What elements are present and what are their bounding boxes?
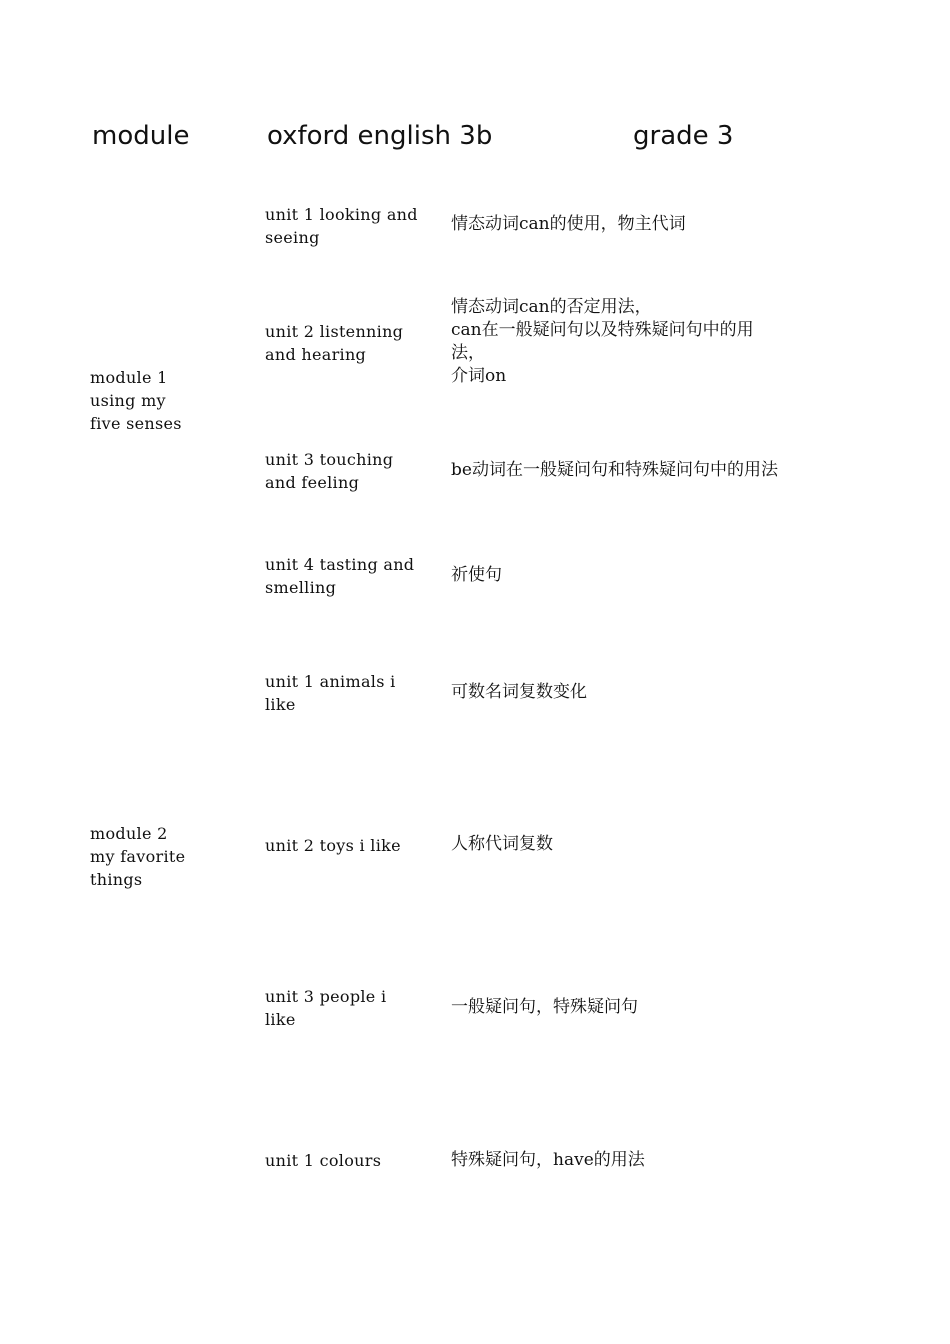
module-2-unit-1: unit 1 animals i like (265, 672, 396, 714)
module-2-unit-2: unit 2 toys i like (265, 836, 401, 855)
module-2-unit-1-grammar: 可数名词复数变化 (451, 682, 587, 702)
module-2-name: module 2 my favorite things (90, 824, 186, 889)
module-2-unit-3-grammar: 一般疑问句，特殊疑问句 (451, 997, 638, 1017)
header-grade: grade 3 (633, 121, 734, 151)
header-module: module (92, 121, 190, 151)
module-1-unit-3: unit 3 touching and feeling (265, 450, 394, 492)
module-1-unit-4-grammar: 祈使句 (451, 565, 502, 585)
module-1-unit-1-grammar: 情态动词can的使用，物主代词 (451, 214, 686, 234)
module-1-name: module 1 using my five senses (90, 368, 182, 433)
module-1-unit-1: unit 1 looking and seeing (265, 205, 418, 247)
module-1-unit-2-grammar: 情态动词can的否定用法， can在一般疑问句以及特殊疑问句中的用 法， 介词on (451, 297, 754, 386)
header-book-title: oxford english 3b (267, 121, 493, 151)
module-3-unit-1-grammar: 特殊疑问句，have的用法 (451, 1150, 645, 1170)
module-1-unit-2: unit 2 listenning and hearing (265, 322, 404, 364)
module-3-unit-1: unit 1 colours (265, 1151, 382, 1170)
module-1-unit-3-grammar: be动词在一般疑问句和特殊疑问句中的用法 (451, 460, 778, 480)
module-2-unit-3: unit 3 people i like (265, 987, 387, 1029)
module-1-unit-4: unit 4 tasting and smelling (265, 555, 415, 597)
module-2-unit-2-grammar: 人称代词复数 (451, 834, 553, 854)
